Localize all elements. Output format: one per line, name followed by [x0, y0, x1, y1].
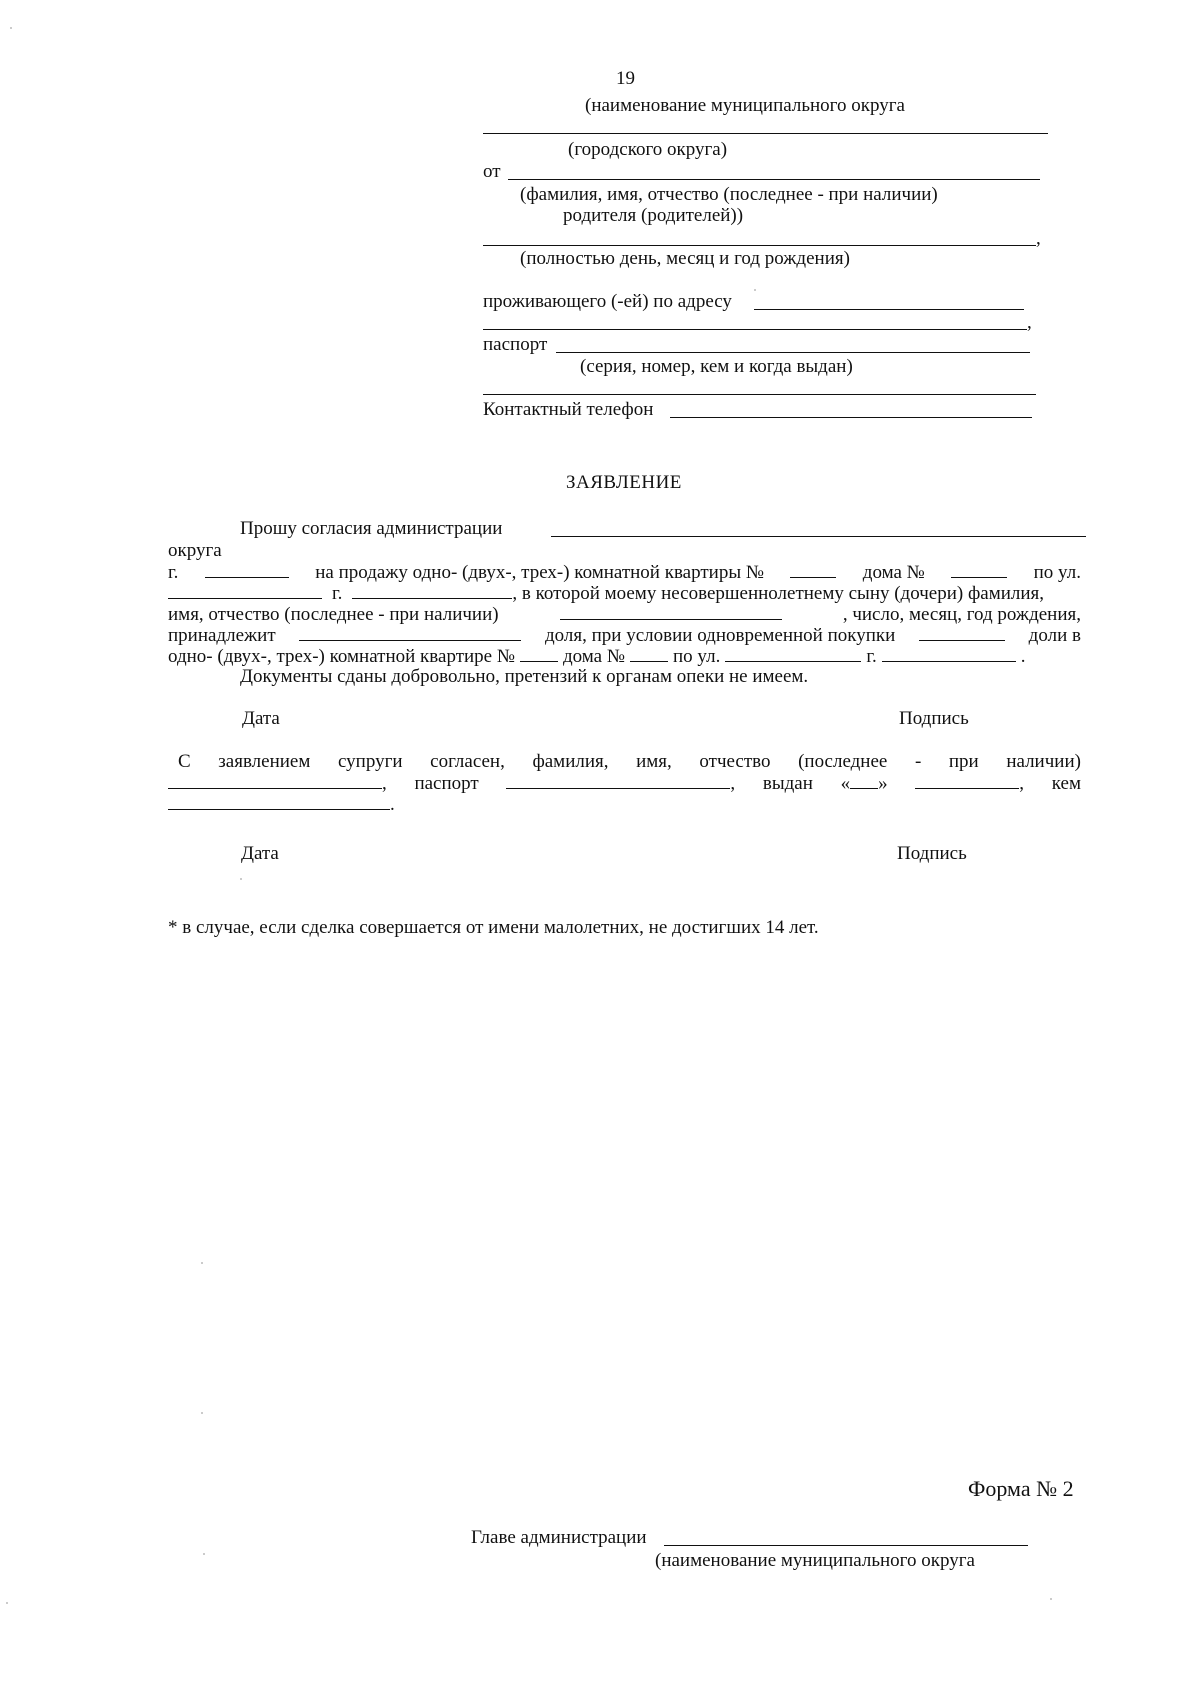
- text-period: .: [1020, 646, 1026, 667]
- form-2-caption: (наименование муниципального округа: [655, 1550, 975, 1571]
- spouse-word-2: заявлением: [218, 751, 311, 772]
- body-line-3: [168, 603, 1081, 626]
- issued-month-field: [915, 772, 1019, 789]
- text-purchase-condition: доля, при условии одновременной покупки: [545, 625, 896, 646]
- municipality-line: [483, 133, 1048, 134]
- spouse-line-1: [178, 751, 1081, 773]
- issued-day-field: [850, 772, 878, 789]
- spouse-comma-2: ,: [730, 773, 736, 794]
- address-line-1: [754, 309, 1024, 310]
- body-line-5: [168, 645, 1081, 668]
- spouse-passport-label: паспорт: [414, 773, 479, 794]
- text-street-2: по ул.: [673, 646, 721, 667]
- text-belongs: принадлежит: [168, 625, 276, 646]
- street-field: [168, 582, 322, 599]
- page-number: 19: [616, 68, 635, 89]
- spouse-word-6: имя,: [636, 751, 672, 772]
- text-g-2: г.: [332, 583, 343, 604]
- scan-speck: [10, 27, 12, 29]
- new-apartment-number-field: [520, 645, 558, 662]
- issued-by-field: [168, 793, 390, 810]
- text-new-apartment: одно- (двух-, трех-) комнатной квартире №: [168, 646, 515, 667]
- okruga-word: округа: [168, 540, 222, 561]
- scan-speck: [6, 1602, 8, 1604]
- spouse-name-group: [168, 772, 387, 795]
- body-line-1: [168, 561, 1081, 584]
- spouse-word-4: согласен,: [430, 751, 505, 772]
- signature-label-2: Подпись: [897, 843, 967, 864]
- text-shares-in: доли в: [1028, 625, 1081, 646]
- dob-line-comma: ,: [1036, 228, 1041, 249]
- spouse-issued-month-group: [915, 772, 1024, 795]
- signature-label: Подпись: [899, 708, 969, 729]
- child-name-field: [560, 603, 782, 620]
- spouse-line-3: [168, 793, 1081, 816]
- passport-label: паспорт: [483, 334, 548, 355]
- from-label: от: [483, 161, 501, 182]
- form-2-addressee: Главе администрации: [471, 1527, 647, 1548]
- scan-speck: [240, 878, 242, 880]
- documents-statement: Документы сданы добровольно, претензий к органам опеки не имеем.: [240, 666, 809, 687]
- phone-label: Контактный телефон: [483, 399, 654, 420]
- text-name-patronymic: имя, отчество (последнее - при наличии): [168, 604, 499, 625]
- spouse-word-1: С: [178, 751, 191, 772]
- text-house-no-2: дома №: [562, 646, 625, 667]
- applicant-caption-1: (фамилия, имя, отчество (последнее - при наличии): [520, 184, 938, 205]
- spouse-word-10: при: [948, 751, 979, 772]
- request-intro: Прошу согласия администрации: [240, 518, 503, 539]
- quote-close: »: [878, 773, 888, 794]
- date-label: Дата: [242, 708, 280, 729]
- share-purchase-field: [919, 624, 1005, 641]
- scan-speck: [1050, 1598, 1052, 1600]
- date-label-2: Дата: [241, 843, 279, 864]
- form-2-addressee-line: [664, 1545, 1028, 1546]
- spouse-word-5: фамилия,: [532, 751, 609, 772]
- spouse-word-3: супруги: [337, 751, 403, 772]
- spouse-comma-1: ,: [382, 773, 387, 794]
- body-line-2: [168, 582, 1081, 605]
- scan-speck: [754, 289, 756, 291]
- form-2-label: Форма № 2: [968, 1476, 1074, 1501]
- spouse-comma-3: ,: [1019, 773, 1025, 794]
- spouse-word-9: -: [914, 751, 922, 772]
- administration-line: [551, 536, 1086, 537]
- spouse-period: .: [390, 794, 395, 815]
- apartment-number-field: [790, 561, 836, 578]
- address-line-comma: ,: [1027, 312, 1032, 333]
- spouse-by-whom-label: кем: [1051, 773, 1081, 794]
- share-field: [299, 624, 521, 641]
- municipality-caption-2: (городского округа): [568, 139, 728, 160]
- scan-speck: [201, 1412, 203, 1414]
- footnote: * в случае, если сделка совершается от имени малолетних, не достигших 14 лет.: [168, 917, 819, 938]
- text-street: по ул.: [1033, 562, 1081, 583]
- document-title: ЗАЯВЛЕНИЕ: [566, 472, 682, 493]
- applicant-name-line: [508, 179, 1040, 180]
- new-house-number-field: [630, 645, 668, 662]
- new-city-field: [882, 645, 1016, 662]
- phone-line: [670, 417, 1032, 418]
- city-field-2: [352, 582, 512, 599]
- applicant-caption-2: родителя (родителей)): [563, 205, 744, 226]
- dob-line: [483, 245, 1036, 246]
- text-house-no: дома №: [862, 562, 925, 583]
- scan-speck: [201, 1262, 203, 1264]
- scan-speck: [203, 1553, 205, 1555]
- spouse-word-7: отчество: [699, 751, 771, 772]
- spouse-word-11: наличии): [1006, 751, 1081, 772]
- text-birth-date: , число, месяц, год рождения,: [842, 604, 1081, 625]
- text-sale-apartment: на продажу одно- (двух-, трех-) комнатной квартиры №: [315, 562, 764, 583]
- spouse-passport-group: [506, 772, 735, 795]
- body-line-4: [168, 624, 1081, 647]
- municipality-caption-1: (наименование муниципального округа: [585, 95, 905, 116]
- address-label: проживающего (-ей) по адресу: [483, 291, 732, 312]
- spouse-issued-day-group: [841, 772, 888, 795]
- spouse-issued-label: выдан: [762, 773, 813, 794]
- dob-caption: (полностью день, месяц и год рождения): [520, 248, 850, 269]
- spouse-word-8: (последнее: [798, 751, 888, 772]
- city-field: [205, 561, 289, 578]
- passport-line: [556, 352, 1030, 353]
- passport-line-2: [483, 394, 1036, 395]
- address-line-2: [483, 329, 1027, 330]
- spouse-line-2: [168, 772, 1081, 795]
- text-g: г.: [168, 562, 179, 583]
- spouse-passport-field: [506, 772, 730, 789]
- text-g-3: г.: [866, 646, 877, 667]
- house-number-field: [951, 561, 1007, 578]
- text-minor-child: , в которой моему несовершеннолетнему сыну (дочери) фамилия,: [512, 583, 1045, 604]
- new-street-field: [725, 645, 861, 662]
- spouse-name-field: [168, 772, 382, 789]
- quote-open: «: [840, 773, 851, 794]
- passport-caption: (серия, номер, кем и когда выдан): [580, 356, 853, 377]
